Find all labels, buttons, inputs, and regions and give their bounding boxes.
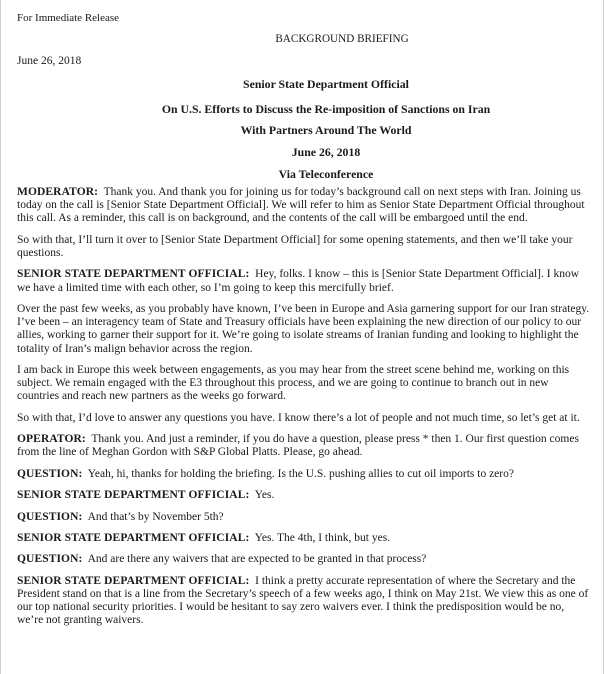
title-subject: On U.S. Efforts to Discuss the Re-imposition of Sanctions on Iran [161,102,491,116]
speaker-label: OPERATOR: [17,433,86,446]
transcript-paragraph [17,186,591,226]
paragraph-text: So with that, I’d love to answer any questions you have. I know there’s a lot of people and not much time, so let’s get at it. [17,411,580,424]
title-official: Senior State Department Official [243,77,409,91]
transcript-paragraph [17,303,591,356]
title-date: June 26, 2018 [291,145,361,159]
speaker-label: QUESTION: [17,467,83,480]
paragraph-text: So with that, I’ll turn it over to [Senior State Department Official] for some opening statements, and then we’ll take your questions. [17,233,573,259]
speaker-label: QUESTION: [17,510,83,523]
transcript-paragraph [17,468,591,481]
document-date: June 26, 2018 [17,55,82,67]
paragraph-text: I think a pretty accurate representation of where the Secretary and the President stand on that is a line from the Secretary’s speech of a few weeks ago, I think on May 21st. We view this as one of our top national security priorities. I would be hesitant to say zero waivers ever. I think the predisposition would be no, we’re not granting waivers. [17,574,589,627]
transcript-paragraph [17,553,591,566]
transcript-paragraph [17,532,591,545]
paragraph-text: Thank you. And just a reminder, if you do have a question, please press * then 1. Our first question comes from the line of Meghan Gordon with S&P Global Platts. Please, go ahead. [17,433,579,459]
paragraph-text: And that’s by November 5th? [87,510,224,523]
speaker-label: SENIOR STATE DEPARTMENT OFFICIAL: [17,489,250,502]
title-medium: Via Teleconference [278,167,374,181]
transcript-paragraph [17,433,591,459]
release-label: For Immediate Release [17,12,120,24]
paragraph-text: Yes. [254,489,275,502]
paragraph-text: Hey, folks. I know – this is [Senior State Department Official]. I know we have a limited time with each other, so I’m going to keep this mercifully brief. [17,268,580,294]
paragraph-text: Yes. The 4th, I think, but yes. [254,531,391,544]
briefing-type: BACKGROUND BRIEFING [275,33,409,45]
speaker-label: SENIOR STATE DEPARTMENT OFFICIAL: [17,574,250,587]
speaker-label: SENIOR STATE DEPARTMENT OFFICIAL: [17,268,250,281]
transcript-body [17,186,591,636]
speaker-label: QUESTION: [17,553,83,566]
transcript-paragraph [17,511,591,524]
paragraph-text: I am back in Europe this week between engagements, as you may hear from the street scene behind me, working on this subject. We remain engaged with the E3 throughout this process, and we are going to continue to branch out in new countries and reach new partners as the weeks go forward. [17,363,570,403]
paragraph-text: And are there any waivers that are expected to be granted in that process? [87,553,427,566]
speaker-label: SENIOR STATE DEPARTMENT OFFICIAL: [17,531,250,544]
paragraph-text: Thank you. And thank you for joining us for today’s background call on next steps with Iran. Joining us today on the call is [Senior State Department Official]. We will refer to him as Senior State Department Official throughout this call. As a reminder, this call is on background, and the contents of the call will be embargoed until the end. [17,186,585,225]
transcript-paragraph [17,489,591,502]
paragraph-text: Over the past few weeks, as you probably have known, I’ve been in Europe and Asia garnering support for our Iran strategy. I’ve been – an interagency team of State and Treasury officials have been explaining the new direction of our policy to our allies, working to garner their support for it. We’re going to isolate streams of Iranian funding and looking to highlight the totality of Iran’s malign behavior across the region. [17,302,590,355]
transcript-paragraph [17,412,591,425]
title-partners: With Partners Around The World [240,123,412,137]
transcript-paragraph [17,234,591,260]
speaker-label: MODERATOR: [17,186,99,198]
transcript-paragraph [17,364,591,404]
transcript-paragraph [17,575,591,628]
transcript-paragraph [17,268,591,294]
paragraph-text: Yeah, hi, thanks for holding the briefing. Is the U.S. pushing allies to cut oil imports to zero? [87,467,514,480]
